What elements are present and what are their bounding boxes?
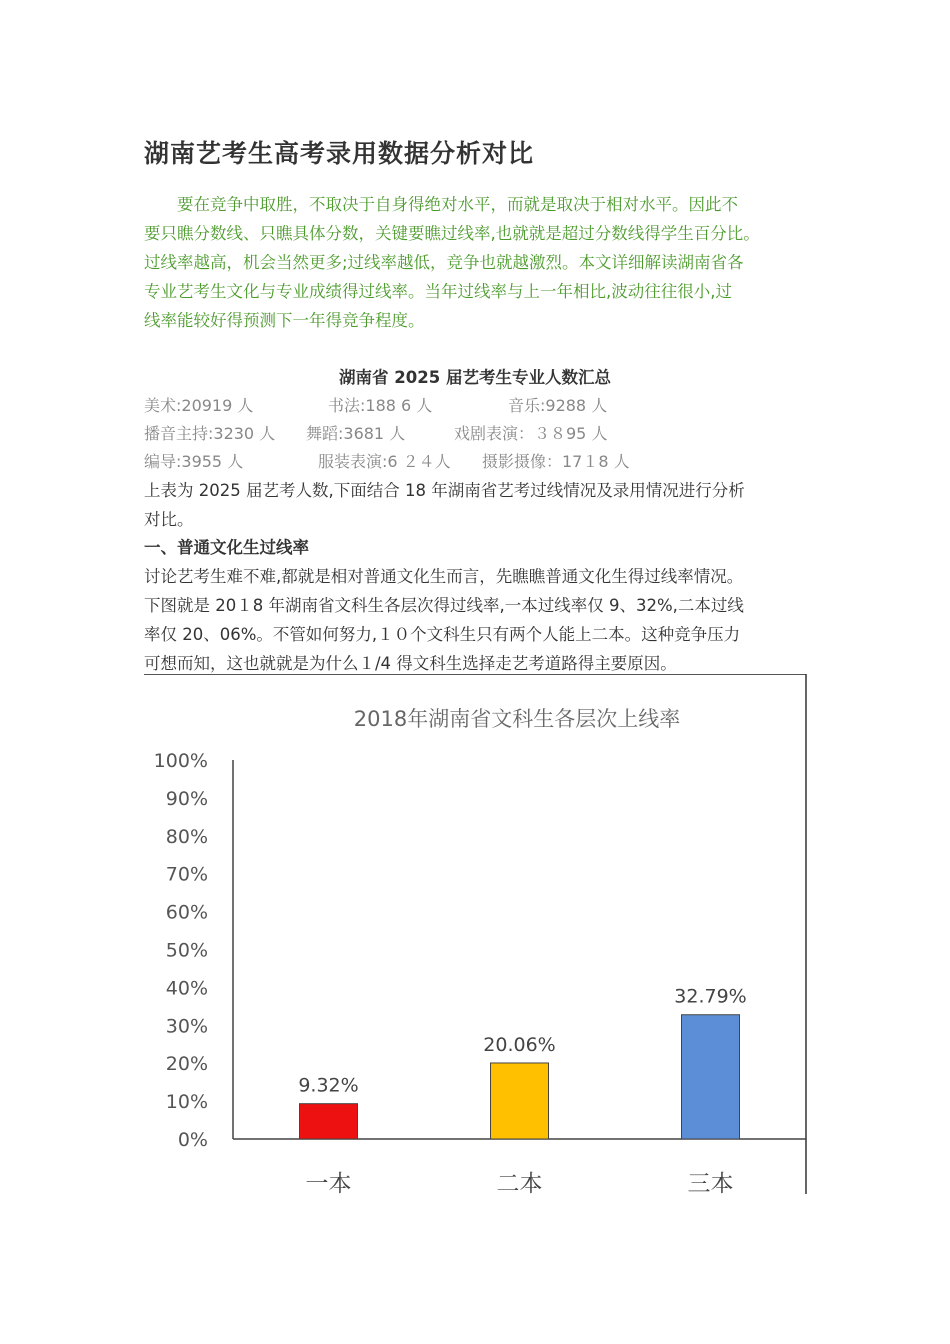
y-tick-labels [154, 750, 208, 1151]
y-tick-label: 70% [165, 863, 208, 886]
bar [491, 1063, 549, 1139]
stat-item: 摄影摄像：17１8 人 [482, 452, 630, 471]
intro-line: 要在竞争中取胜，不取决于自身得绝对水平，而就是取决于相对水平。因此不 [177, 195, 738, 214]
x-tick-label: 二本 [496, 1171, 543, 1194]
intro-line: 要只瞧分数线、只瞧具体分数，关键要瞧过线率,也就就是超过分数线得学生百分比。 [144, 224, 760, 243]
x-tick-label: 一本 [305, 1171, 352, 1194]
summary-line: 对比。 [144, 510, 194, 529]
data-label: 32.79% [674, 985, 747, 1008]
stat-item: 编导:3955 人 [144, 452, 244, 471]
y-tick-label: 30% [165, 1015, 208, 1038]
bar [682, 1015, 740, 1139]
y-tick-label: 0% [177, 1129, 208, 1151]
summary-line: 上表为 2025 届艺考人数,下面结合 18 年湖南省艺考过线情况及录用情况进行分析 [144, 481, 745, 500]
section-line: 讨论艺考生难不难,都就是相对普通文化生而言，先瞧瞧普通文化生得过线率情况。 [144, 567, 744, 586]
stat-item: 播音主持:3230 人 [144, 424, 276, 443]
y-tick-label: 100% [153, 750, 208, 772]
section-line: 可想而知，这也就就是为什么１/4 得文科生选择走艺考道路得主要原因。 [144, 654, 677, 673]
intro-line: 线率能较好得预测下一年得竞争程度。 [144, 311, 425, 330]
chart-title: 2018年湖南省文科生各层次上线率 [353, 707, 681, 731]
intro-line: 过线率越高，机会当然更多;过线率越低，竞争也就越激烈。本文详细解读湖南省各 [144, 253, 744, 272]
y-tick-label: 40% [165, 977, 208, 1000]
stat-item: 美术:20919 人 [144, 396, 254, 415]
x-tick-labels [306, 1171, 734, 1194]
y-tick-label: 80% [165, 825, 208, 848]
data-label: 9.32% [298, 1074, 359, 1097]
stat-item: 舞蹈:3681 人 [306, 424, 406, 443]
data-label: 20.06% [483, 1033, 556, 1056]
y-tick-label: 50% [165, 939, 208, 962]
page-title: 湖南艺考生高考录用数据分析对比 [144, 139, 535, 168]
y-tick-label: 10% [165, 1091, 208, 1114]
stat-item: 戏剧表演：３８95 人 [454, 424, 608, 443]
stat-item: 服装表演:6 ２４人 [318, 452, 451, 471]
bar-chart [144, 674, 808, 1194]
intro-line: 专业艺考生文化与专业成绩得过线率。当年过线率与上一年相比,波动往往很小,过 [144, 282, 732, 301]
bar-chart-svg [144, 674, 808, 1194]
section-line: 下图就是 20１8 年湖南省文科生各层次得过线率,一本过线率仅 9、32%,二本过线 [144, 596, 744, 615]
y-tick-label: 20% [165, 1053, 208, 1076]
intro-paragraph [144, 190, 816, 335]
x-tick-label: 三本 [687, 1171, 734, 1194]
y-tick-label: 60% [165, 901, 208, 924]
y-tick-label: 90% [165, 787, 208, 810]
bar [300, 1104, 358, 1139]
section-line: 率仅 20、06%。不管如何努力,１０个文科生只有两个人能上二本。这种竞争压力 [144, 625, 741, 644]
stat-item: 书法:188 6 人 [328, 396, 433, 415]
section-heading: 一、普通文化生过线率 [144, 538, 309, 557]
stat-item: 音乐:9288 人 [508, 396, 608, 415]
table-title: 湖南省 2025 届艺考生专业人数汇总 [339, 368, 611, 387]
